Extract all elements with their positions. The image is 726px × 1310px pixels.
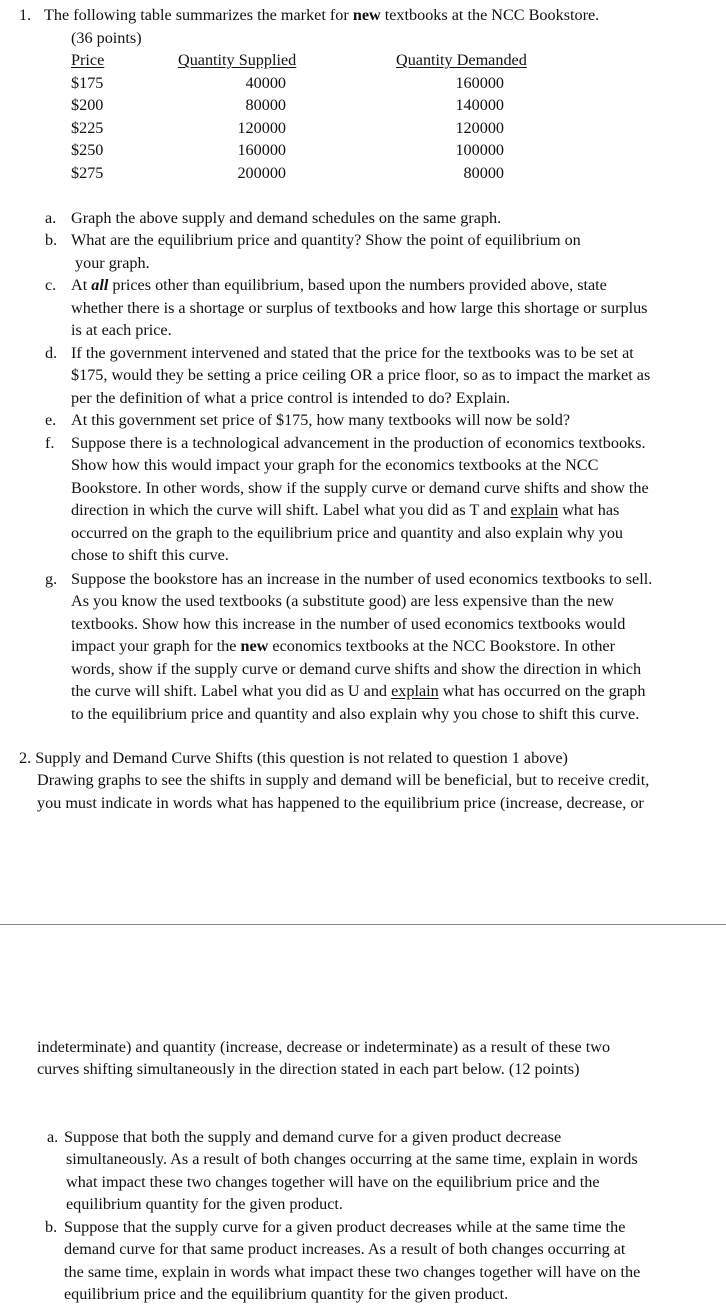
table-cell: 140000 <box>455 96 504 114</box>
q1-points: (36 points) <box>71 29 142 47</box>
table-cell: $225 <box>71 119 104 137</box>
part-text: textbooks. Show how this increase in the number of used economics textbooks would <box>71 615 626 633</box>
table-cell: 40000 <box>245 74 286 92</box>
part-text: Suppose that the supply curve for a given product decreases while at the same time the <box>64 1218 626 1236</box>
part-label: d. <box>45 344 58 362</box>
part-label: a. <box>45 209 57 227</box>
q2-text: curves shifting simultaneously in the direction stated in each part below. (12 points) <box>37 1060 580 1078</box>
q1-number: 1. <box>19 6 32 24</box>
part-text: At all prices other than equilibrium, based upon the numbers provided above, state <box>71 276 607 294</box>
part-text: occurred on the graph to the equilibrium price and quantity and also explain why you <box>71 524 624 542</box>
q2-text: indeterminate) and quantity (increase, decrease or indeterminate) as a result of these two <box>37 1038 611 1056</box>
table-cell: $250 <box>71 141 104 159</box>
table-cell: 200000 <box>237 164 286 182</box>
part-text: is at each price. <box>71 321 172 339</box>
qty-supplied-header: Quantity Supplied <box>178 51 297 69</box>
part-label: c. <box>45 276 57 294</box>
part-text: impact your graph for the new economics textbooks at the NCC Bookstore. In other <box>71 637 615 655</box>
part-text: simultaneously. As a result of both changes occurring at the same time, explain in words <box>66 1150 638 1168</box>
part-text: equilibrium quantity for the given product. <box>66 1195 343 1213</box>
table-cell: $200 <box>71 96 104 114</box>
part-text: what impact these two changes together will have on the equilibrium price and the <box>66 1173 600 1191</box>
part-text: per the definition of what a price control is intended to do? Explain. <box>71 389 511 407</box>
part-text: Bookstore. In other words, show if the supply curve or demand curve shifts and show the <box>71 479 649 497</box>
q2-title: 2. Supply and Demand Curve Shifts (this question is not related to question 1 above) <box>19 749 568 767</box>
part-text: to the equilibrium price and quantity and also explain why you chose to shift this curve. <box>71 705 640 723</box>
table-cell: $175 <box>71 74 104 92</box>
table-cell: 100000 <box>455 141 504 159</box>
part-label: b. <box>45 1218 58 1236</box>
table-cell: 80000 <box>463 164 504 182</box>
part-text: Suppose there is a technological advancement in the production of economics textbooks. <box>71 434 646 452</box>
part-text: equilibrium price and the equilibrium quantity for the given product. <box>64 1285 509 1303</box>
q1-intro: The following table summarizes the market for new textbooks at the NCC Bookstore. <box>44 6 600 24</box>
part-label: a. <box>47 1128 59 1146</box>
part-text: chose to shift this curve. <box>71 546 229 564</box>
part-text: Show how this would impact your graph for the economics textbooks at the NCC <box>71 456 599 474</box>
part-text: If the government intervened and stated that the price for the textbooks was to be set at <box>71 344 634 362</box>
part-text: As you know the used textbooks (a substitute good) are less expensive than the new <box>71 592 615 610</box>
part-text: your graph. <box>75 254 150 272</box>
part-text: Suppose the bookstore has an increase in the number of used economics textbooks to sell. <box>71 570 653 588</box>
part-label: e. <box>45 411 57 429</box>
q2-text: you must indicate in words what has happened to the equilibrium price (increase, decrease, or <box>37 794 644 812</box>
part-text: demand curve for that same product increases. As a result of both changes occurring at <box>64 1240 626 1258</box>
part-text: whether there is a shortage or surplus of textbooks and how large this shortage or surplus <box>71 299 648 317</box>
part-text: direction in which the curve will shift. Label what you did as T and explain what has <box>71 501 620 519</box>
part-text: Suppose that both the supply and demand curve for a given product decrease <box>64 1128 562 1146</box>
table-cell: $275 <box>71 164 104 182</box>
part-label: f. <box>45 434 55 452</box>
part-text: At this government set price of $175, how many textbooks will now be sold? <box>71 411 571 429</box>
table-cell: 160000 <box>237 141 286 159</box>
table-cell: 120000 <box>237 119 286 137</box>
part-label: b. <box>45 231 58 249</box>
qty-demanded-header: Quantity Demanded <box>396 51 527 69</box>
q2-text: Drawing graphs to see the shifts in supply and demand will be beneficial, but to receive credit, <box>37 771 650 789</box>
part-label: g. <box>45 570 58 588</box>
table-cell: 120000 <box>455 119 504 137</box>
part-text: $175, would they be setting a price ceiling OR a price floor, so as to impact the market as <box>71 366 651 384</box>
page-divider <box>0 924 726 925</box>
price-header: Price <box>71 51 105 69</box>
table-cell: 160000 <box>455 74 504 92</box>
part-text: What are the equilibrium price and quantity? Show the point of equilibrium on <box>71 231 581 249</box>
part-text: Graph the above supply and demand schedules on the same graph. <box>71 209 502 227</box>
table-cell: 80000 <box>245 96 286 114</box>
part-text: words, show if the supply curve or demand curve shifts and show the direction in which <box>71 660 642 678</box>
part-text: the same time, explain in words what impact these two changes together will have on the <box>64 1263 641 1281</box>
part-text: the curve will shift. Label what you did as U and explain what has occurred on the graph <box>71 682 646 700</box>
